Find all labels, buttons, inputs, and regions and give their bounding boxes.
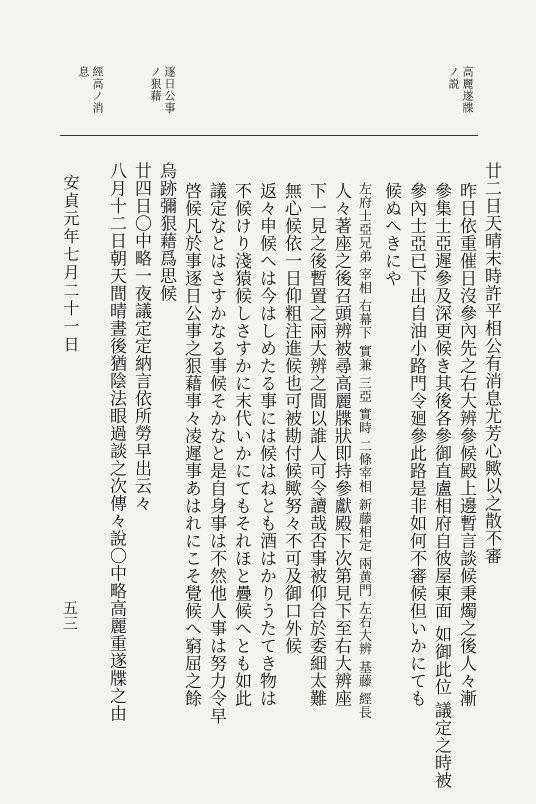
body-line-14: 烏跡彌狠藉爲思候	[156, 162, 176, 302]
body-line-7: 人々著座之後召頭辨被尋高麗牒狀即持參獻殿下次第見下至右大辨座	[331, 182, 351, 707]
body-line-6: 左府士亞兄弟 宰相 右幕下 實兼 三亞 實時 二條宰相 新藤相定 兩黄門 左右大辨 基藤 經長	[356, 182, 371, 719]
body-line-4: 參內士亞已下出自油小路門令廻參此路是非如何不審候但いかにても	[406, 182, 426, 707]
headnote-1-line-1: 經高ノ消	[91, 66, 104, 114]
headnote-2-line-2: ノ狠藉	[149, 66, 162, 102]
page-number: 五三	[61, 600, 79, 631]
headnote-3-line-2: ノ説	[447, 66, 460, 90]
body-line-1: 廿二日天晴末時許平相公有消息尤芳心歟以之散不審	[481, 162, 501, 565]
headnote-2-line-1: 逐日公事	[163, 66, 176, 114]
body-line-11: 不候けり淺猿候しさすかに末代いかにてもそれほと疊候へとも如此	[231, 182, 251, 707]
body-line-10: 返々申候へは今はしめたる事には候はねとも酒はかりうたてき物は	[256, 182, 276, 707]
body-line-13: 啓候凡於事逐日公事之狠藉事々凌遲事あはれにこそ覺候へ窮屈之餘	[181, 182, 201, 707]
header-rule	[60, 135, 478, 136]
body-line-9: 無心候依一日仰粗注進候也可被勘付候歟努々不可及御口外候	[281, 182, 301, 655]
body-line-3: 參集士亞遲參及深更候き其後各參御直盧相府自彼屋東面 如御此位 議定之時被	[431, 182, 451, 789]
body-line-2: 昨日依重催日沒參內先之右大辨參候殿上邊暫言談候秉燭之後人々漸	[456, 182, 476, 707]
body-line-15: 廿四日〇中略一夜議定定納言依所勞早出云々	[131, 162, 151, 512]
body-line-12: 議定なとはさすかなる事候そかなと是自身事は不然他人事は努力令早	[206, 182, 226, 725]
body-line-8: 下一見之後暫置之兩大辨之間以誰人可令讀哉否事被仰合於委細太難	[306, 182, 326, 707]
headnote-1-line-2: 息	[77, 66, 90, 78]
headnote-3-line-1: 高麗遂牒	[461, 66, 474, 114]
body-line-16: 八月十二日朝天間晴晝後猶陰法眼過談之次傳々說〇中略高麗重遂牒之由	[106, 162, 126, 722]
date-signature: 安貞元年七月二十一日	[61, 174, 80, 354]
body-line-5: 候ぬへきにや	[381, 182, 401, 287]
